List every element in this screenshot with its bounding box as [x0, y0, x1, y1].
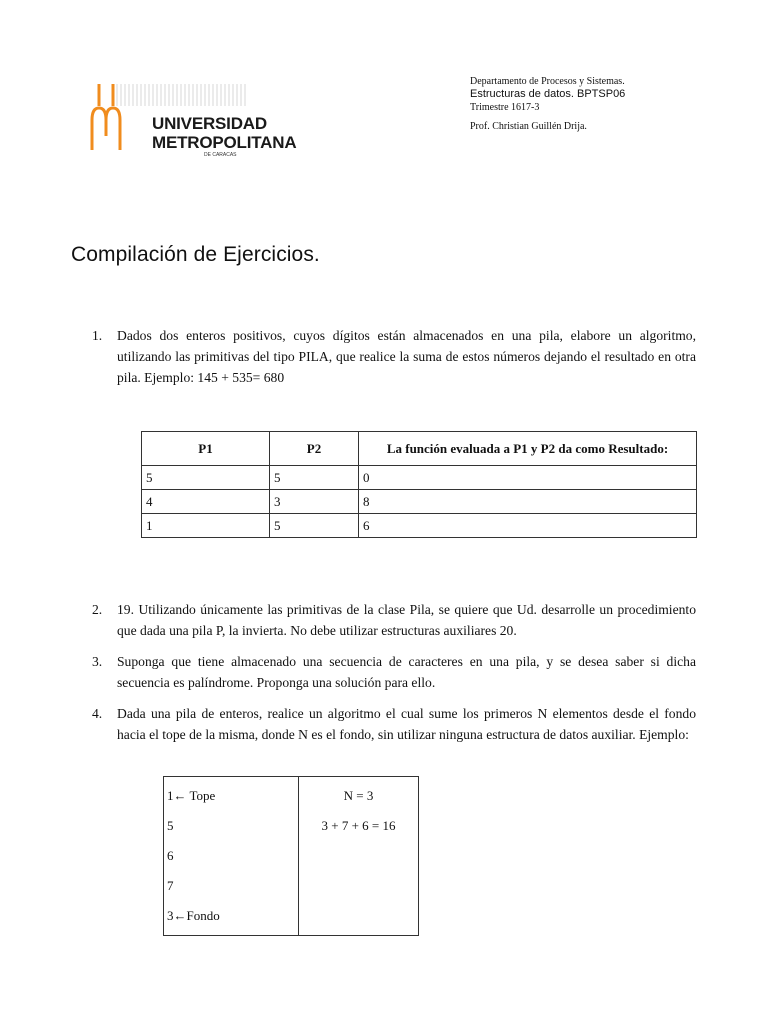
- exercise-number: 1.: [92, 328, 103, 343]
- page-title: Compilación de Ejercicios.: [71, 243, 320, 266]
- sum-result: 3 + 7 + 6 = 16: [321, 818, 396, 833]
- result-column: [299, 777, 419, 936]
- table-cell: 4: [142, 490, 270, 514]
- n-value: N = 3: [343, 788, 374, 803]
- exercise-text: 19. Utilizando únicamente las primitivas de la clase Pila, se quiere que Ud. desarrolle un procedimiento que dada una pila P, la invierta. No debe utilizar estructuras auxiliares 20.: [117, 602, 696, 638]
- department-line: Departamento de Procesos y Sistemas.: [470, 76, 625, 87]
- table-cell: 5: [270, 514, 359, 538]
- table-cell: 1: [142, 514, 270, 538]
- table-row: [142, 466, 697, 490]
- stack-column: [164, 777, 299, 936]
- professor-line: Prof. Christian Guillén Drija.: [470, 121, 587, 132]
- exercise-3: [92, 651, 696, 693]
- stack-entry: 1← Tope: [167, 788, 216, 803]
- logo-wordmark: [152, 114, 296, 152]
- exercise-2: [92, 599, 696, 641]
- logo-hatch-pattern: [116, 84, 248, 106]
- exercise-number: 3.: [92, 654, 103, 669]
- table-header-row: [142, 432, 697, 466]
- example-table-2: [163, 776, 419, 936]
- exercise-number: 4.: [92, 706, 103, 721]
- table-cell: 3: [270, 490, 359, 514]
- stack-entry: 6: [167, 848, 174, 863]
- stack-entry: 3←Fondo: [167, 908, 220, 923]
- table-cell: 5: [270, 466, 359, 490]
- example-table-1: [141, 431, 697, 538]
- table-cell: 0: [359, 466, 697, 490]
- table-row: [164, 777, 419, 936]
- table-row: [142, 514, 697, 538]
- logo-line-1: UNIVERSIDAD: [152, 114, 267, 133]
- stack-entry: 5: [167, 818, 174, 833]
- table-cell: 6: [359, 514, 697, 538]
- university-logo: [86, 82, 297, 162]
- column-header: P2: [270, 432, 359, 466]
- column-header: La función evaluada a P1 y P2 da como Resultado:: [359, 432, 697, 466]
- exercise-text: Suponga que tiene almacenado una secuencia de caracteres en una pila, y se desea saber si dicha secuencia es palíndrome. Proponga una solución para ello.: [117, 654, 696, 690]
- table-row: [142, 490, 697, 514]
- course-header: [470, 75, 625, 133]
- stack-entry: 7: [167, 878, 174, 893]
- exercise-1: [92, 325, 696, 388]
- exercise-text: Dada una pila de enteros, realice un algoritmo el cual sume los primeros N elementos desde el fondo hacia el tope de la misma, donde N es el fondo, sin utilizar ninguna estructura de datos auxiliar. Ejemplo:: [117, 706, 696, 742]
- exercise-text: Dados dos enteros positivos, cuyos dígitos están almacenados en una pila, elabore un algoritmo, utilizando las primitivas del tipo PILA, que realice la suma de estos números dejando el resultado en otra pila. Ejemplo: 145 + 535= 680: [117, 328, 696, 385]
- university-mark-icon: [86, 84, 126, 154]
- logo-line-2: METROPOLITANA: [152, 133, 297, 152]
- table-cell: 5: [142, 466, 270, 490]
- term-line: Trimestre 1617-3: [470, 102, 540, 113]
- column-header: P1: [142, 432, 270, 466]
- course-line: Estructuras de datos. BPTSP06: [470, 88, 626, 100]
- logo-subtext: DE CARACAS: [204, 152, 237, 158]
- exercise-4: [92, 703, 696, 745]
- exercise-number: 2.: [92, 602, 103, 617]
- table-cell: 8: [359, 490, 697, 514]
